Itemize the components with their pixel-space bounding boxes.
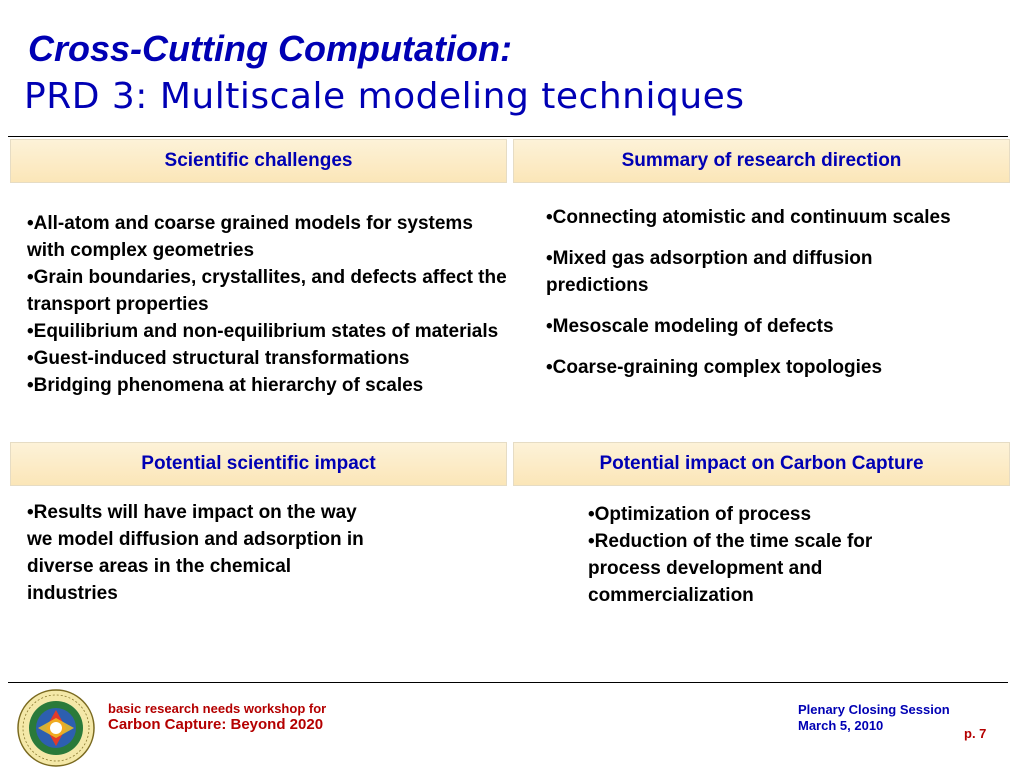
- list-item: •Equilibrium and non-equilibrium states of materials: [27, 321, 499, 342]
- slide-subtitle: PRD 3: Multiscale modeling techniques: [24, 76, 745, 117]
- impact-list: [27, 499, 387, 607]
- challenges-list: [27, 210, 507, 399]
- list-item: •Optimization of process: [588, 504, 812, 525]
- list-item: •Guest-induced structural transformations: [27, 348, 410, 369]
- carbon-list: [588, 501, 948, 609]
- footer-workshop: [108, 701, 326, 733]
- list-item: •Coarse-graining complex topologies: [546, 357, 883, 378]
- page-number: p. 7: [964, 726, 987, 741]
- research-header: Summary of research direction: [513, 139, 1010, 183]
- carbon-header: Potential impact on Carbon Capture: [513, 442, 1010, 486]
- list-item: •All-atom and coarse grained models for systems with complex geometries: [27, 213, 473, 261]
- list-item: •Grain boundaries, crystallites, and defects affect the transport properties: [27, 267, 507, 315]
- list-item: •Reduction of the time scale for process development and commercialization: [588, 531, 873, 606]
- footer-session-date: March 5, 2010: [798, 718, 884, 733]
- list-item: •Bridging phenomena at hierarchy of scales: [27, 375, 424, 396]
- slide-title: Cross-Cutting Computation:: [28, 28, 512, 69]
- footer-session-line1: Plenary Closing Session: [798, 702, 950, 717]
- list-item: •Mixed gas adsorption and diffusion predictions: [546, 248, 873, 296]
- seal-logo-icon: [16, 688, 96, 768]
- impact-header: Potential scientific impact: [10, 442, 507, 486]
- top-divider: [8, 136, 1008, 137]
- footer-workshop-line2: Carbon Capture: Beyond 2020: [108, 716, 324, 733]
- list-item: •Mesoscale modeling of defects: [546, 316, 834, 337]
- research-list: [546, 204, 966, 395]
- footer-session: [798, 702, 950, 734]
- footer-workshop-line1: basic research needs workshop for: [108, 701, 327, 716]
- list-item: •Results will have impact on the way we model diffusion and adsorption in diverse areas in the chemical industries: [27, 502, 364, 604]
- challenges-header: Scientific challenges: [10, 139, 507, 183]
- list-item: •Connecting atomistic and continuum scales: [546, 207, 951, 228]
- footer-divider: [8, 682, 1008, 683]
